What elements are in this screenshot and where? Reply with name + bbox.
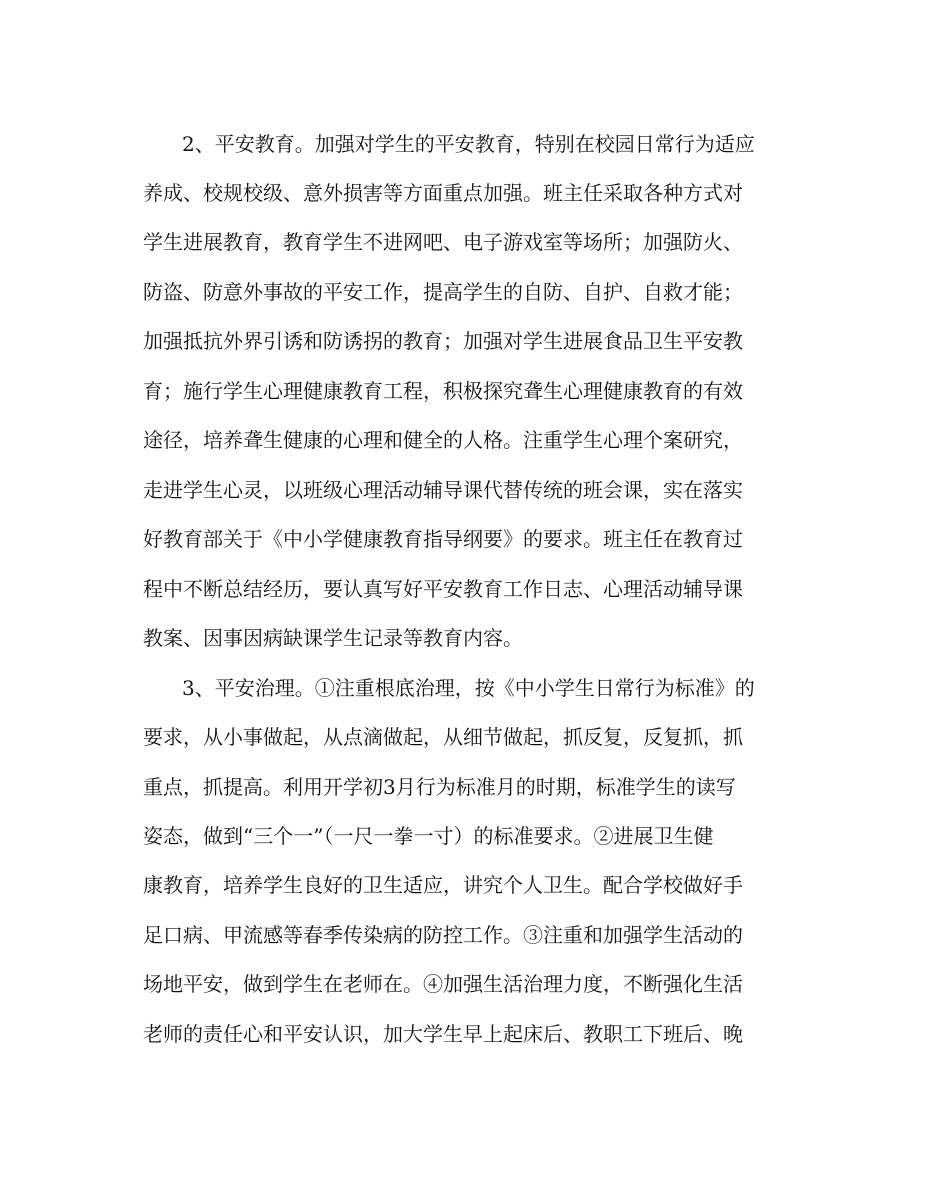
text-line: 2、平安教育。加强对学生的平安教育，特别在校园日常行为适应 — [182, 132, 755, 156]
text-line: 养成、校规校级、意外损害等方面重点加强。班主任采取各种方式对 — [143, 181, 743, 205]
text-line: 姿态，做到“三个一”（一尺一拳一寸）的标准要求。②进展卫生健 — [143, 824, 714, 848]
text-line: 足口病、甲流感等春季传染病的防控工作。③注重和加强学生活动的 — [143, 923, 743, 947]
text-line: 途径，培养聋生健康的心理和健全的人格。注重学生心理个案研究， — [143, 428, 743, 452]
text-line: 3、平安治理。①注重根底治理，按《中小学生日常行为标准》的 — [182, 676, 755, 700]
text-line: 走进学生心灵，以班级心理活动辅导课代替传统的班会课，实在落实 — [143, 478, 743, 502]
text-line: 重点，抓提高。利用开学初3月行为标准月的时期，标准学生的读写 — [143, 775, 736, 799]
text-line: 场地平安，做到学生在老师在。④加强生活治理力度，不断强化生活 — [143, 972, 743, 996]
text-line: 防盗、防意外事故的平安工作，提高学生的自防、自护、自救才能； — [143, 280, 743, 304]
text-line: 程中不断总结经历，要认真写好平安教育工作日志、心理活动辅导课 — [143, 577, 743, 601]
text-line: 老师的责任心和平安认识，加大学生早上起床后、教职工下班后、晚 — [143, 1022, 743, 1046]
text-line: 教案、因事因病缺课学生记录等教育内容。 — [143, 626, 523, 650]
text-line: 育；施行学生心理健康教育工程，积极探究聋生心理健康教育的有效 — [143, 379, 743, 403]
text-line: 加强抵抗外界引诱和防诱拐的教育；加强对学生进展食品卫生平安教 — [143, 329, 743, 353]
text-line: 康教育，培养学生良好的卫生适应，讲究个人卫生。配合学校做好手 — [143, 873, 743, 897]
text-line: 要求，从小事做起，从点滴做起，从细节做起，抓反复，反复抓，抓 — [143, 725, 743, 749]
text-line: 学生进展教育，教育学生不进网吧、电子游戏室等场所；加强防火、 — [143, 230, 743, 254]
text-line: 好教育部关于《中小学健康教育指导纲要》的要求。班主任在教育过 — [143, 527, 743, 551]
